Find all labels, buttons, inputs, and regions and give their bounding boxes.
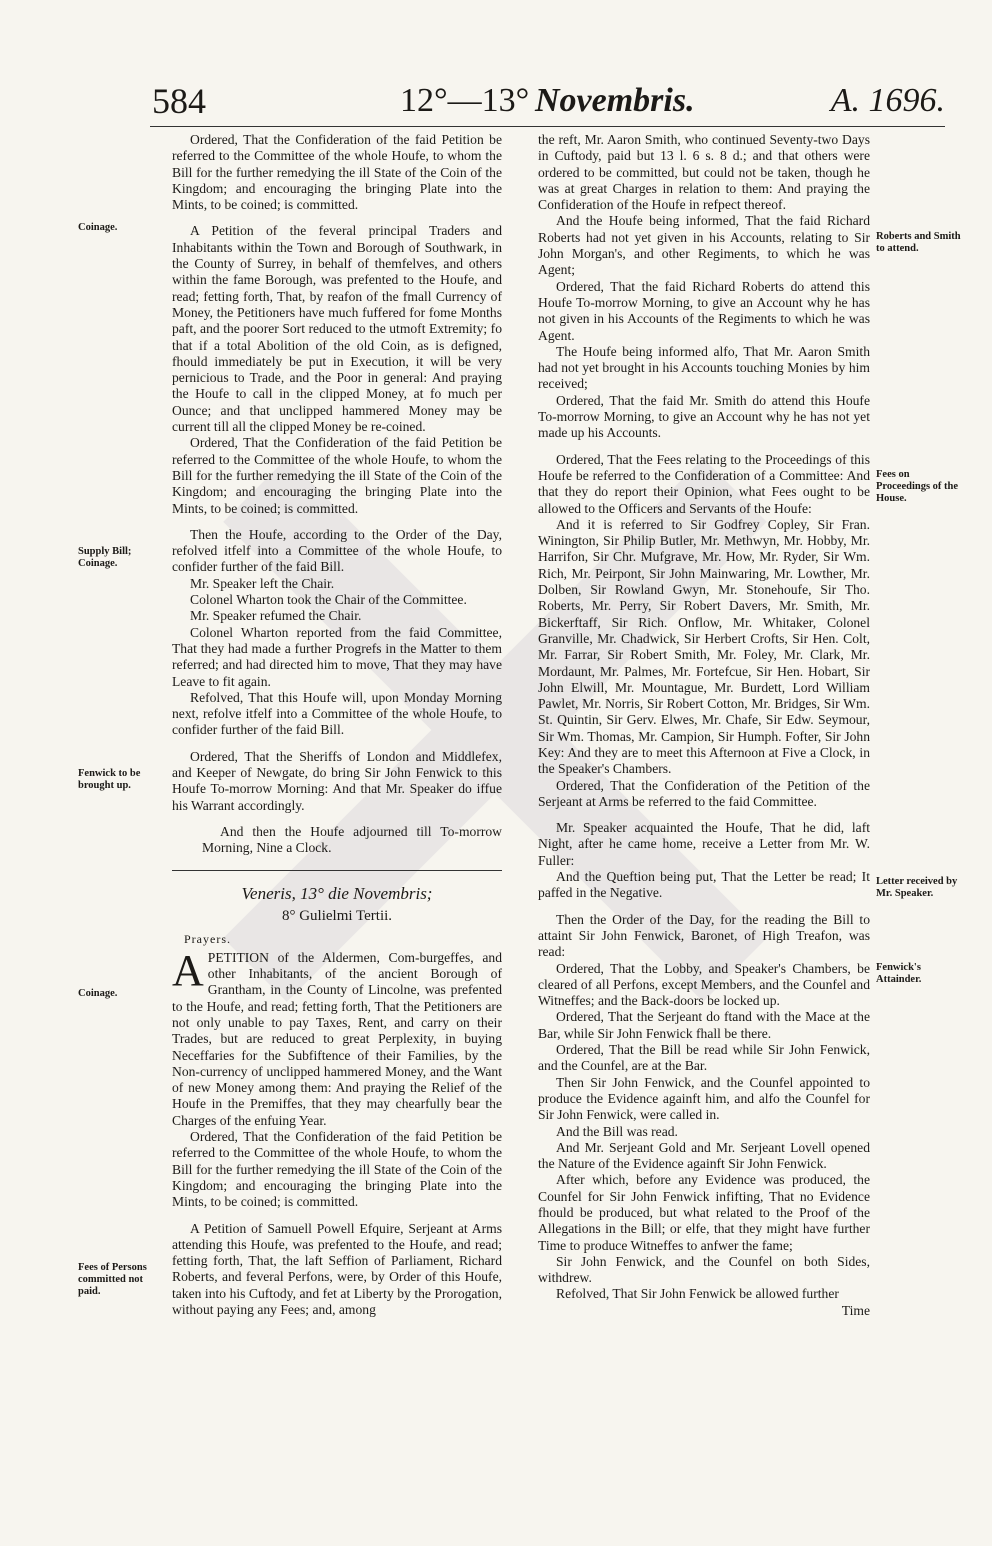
catchword: Time (841, 1302, 870, 1318)
margin-note-coinage-2: Coinage. (78, 988, 118, 999)
paragraph: Ordered, That the Confideration of the Petition of the Serjeant at Arms be referred to the faid Committee. (538, 777, 870, 809)
paragraph: Colonel Wharton took the Chair of the Committee. (190, 592, 467, 608)
paragraph: And Mr. Serjeant Gold and Mr. Serjeant Lovell opened the Nature of the Evidence againft Sir John Fenwick. (538, 1139, 870, 1172)
drop-cap: A (172, 945, 204, 995)
paragraph: Then the Houfe, according to the Order of the Day, refolved itfelf into a Committee of the whole Houfe, to confider further of the faid Bill. (172, 526, 502, 575)
margin-note-fees-not-paid: Fees of Persons committed not paid. (78, 1262, 147, 1297)
paragraph: After which, before any Evidence was produced, the Counfel for Sir John Fenwick infifting, That no Evidence fhould be produced, but what related to the Proof of the Allegations in the Bill; or elfe, that they might have further Time to produce Witneffes to anfwer the fame; (538, 1172, 870, 1253)
margin-note-letter-speaker: Letter received by Mr. Speaker. (876, 876, 958, 899)
margin-note-fenwick-brought-up: Fenwick to be brought up. (78, 768, 141, 791)
paragraph: Ordered, That the Serjeant do ftand with the Mace at the Bar, while Sir John Fenwick fhall be there. (538, 1009, 870, 1041)
paragraph: Refolved, That this Houfe will, upon Monday Morning next, refolve itfelf into a Committee of the whole Houfe, to confider further of the faid Bill. (172, 689, 502, 738)
regnal-year: 8° Gulielmi Tertii. (281, 908, 393, 925)
margin-note-fees-proceedings: Fees on Proceedings of the House. (876, 469, 959, 504)
paragraph: And the Queftion being put, That the Letter be read; It paffed in the Negative. (538, 869, 870, 901)
paragraph: Ordered, That the Fees relating to the Proceedings of this Houfe be referred to the Confideration of a Committee: And that they do report their Opinion, what Fees ought to be allowed to the Officers and Servants of the Houfe: (538, 451, 870, 516)
page-number: 584 (152, 81, 206, 121)
paragraph: Refolved, That Sir John Fenwick be allowed further (556, 1286, 839, 1302)
paragraph: Mr. Speaker acquainted the Houfe, That he did, laft Night, after he came home, receive a Letter from Mr. W. Fuller: (538, 820, 870, 868)
header-rule (150, 126, 945, 127)
paragraph: Then the Order of the Day, for the reading the Bill to attaint Sir John Fenwick, Baronet, of High Treafon, was read: (538, 911, 870, 960)
paragraph: And the Houfe being informed, That the faid Richard Roberts had not yet given in his Accounts, relating to Sir John Morgan's, and other Regiments, to which he was Agent; (538, 213, 870, 278)
header-year: A. 1696. (830, 82, 945, 119)
paragraph: A Petition of Samuell Powell Efquire, Serjeant at Arms attending this Houfe, was prefented to the Houfe, and read; fetting forth, That, the laft Seffion of Parliament, Richard Roberts, and feveral Perfons, were, by Order of this Houfe, taken into his Cuftody, and fet at Liberty by the Prorogation, without paying any Fees; and, among (172, 1220, 502, 1317)
adjournment: And then the Houfe adjourned till To-morrow Morning, Nine a Clock. (202, 823, 502, 856)
paragraph: Then Sir John Fenwick, and the Counfel appointed to produce the Evidence againft him, and alfo the Counfel for Sir John Fenwick, were called in. (538, 1074, 870, 1123)
header-month: Novembris. (535, 82, 695, 119)
paragraph: Ordered, That the Lobby, and Speaker's Chambers, be cleared of all Perfons, except Members, and the Counfel and Witneffes; and the Back-doors be locked up. (538, 960, 870, 1009)
margin-note-fenwick-attainder: Fenwick's Attainder. (876, 962, 922, 985)
prayers-heading: Prayers. (184, 932, 231, 947)
paragraph: Ordered, That the Confideration of the faid Petition be referred to the Committee of the whole Houfe, to whom the Bill for the further remedying the ill State of the Coin of the Kingdom; and encouraging the bringing Plate into the Mints, to be coined; is committed. (172, 132, 502, 213)
section-rule (172, 870, 502, 871)
day-heading: Veneris, 13° die Novembris; (241, 884, 433, 904)
paragraph: Ordered, That the faid Richard Roberts do attend this Houfe To-morrow Morning, to give an Account why he has not given in his Accounts of the Regiments to which he was Agent. (538, 278, 870, 343)
paragraph: the reft, Mr. Aaron Smith, who continued Seventy-two Days in Cuftody, paid but 13 l. 6 s. 8 d.; and that others were ordered to be committed, but could not be taken, though he was at great Charges in relation to them: And praying the Confideration of the Houfe in refpect thereof. (538, 132, 870, 213)
header-date: 12°—13° (400, 82, 530, 119)
page-header (150, 78, 945, 124)
margin-note-supply-bill: Supply Bill; Coinage. (78, 546, 132, 569)
paragraph: Ordered, That the Confideration of the faid Petition be referred to the Committee of the whole Houfe, to whom the Bill for the further remedying the ill State of the Coin of the Kingdom; and encouraging the bringing Plate into the Mints, to be coined; is committed. (172, 1129, 502, 1210)
paragraph: Mr. Speaker left the Chair. (190, 575, 335, 591)
paragraph: Ordered, That the Confideration of the faid Petition be referred to the Committee of the whole Houfe, to whom the Bill for the further remedying the ill State of the Coin of the Kingdom; and encouraging the bringing Plate into the Mints, to be coined; is committed. (172, 435, 502, 516)
left-column (172, 132, 502, 1318)
paragraph: Colonel Wharton reported from the faid Committee, That they had made a further Progrefs in the Matter to them referred; and had directed him to move, That they may have Leave to fit again. (172, 624, 502, 689)
paragraph: And the Bill was read. (556, 1123, 678, 1139)
paragraph: The Houfe being informed alfo, That Mr. Aaron Smith had not yet brought in his Accounts touching Monies by him received; (538, 343, 870, 392)
paragraph: Ordered, That the Bill be read while Sir John Fenwick, and the Counfel, are at the Bar. (538, 1042, 870, 1074)
margin-note-roberts-smith: Roberts and Smith to attend. (876, 231, 961, 254)
paragraph: PETITION of the Aldermen, Com-burgeffes, and other Inhabitants, of the ancient Borough of Grantham, in the County of Lincolne, was prefented to the Houfe, and read; fetting forth, That the Petitioners are not only unable to pay Taxes, Rent, and carry on their Trades, but are reduced to great Perplexity, in buying Neceffaries for the Subfiftence of their Families, by the Non-currency of unclipped hammered Money, and the Want of new Money among them: And praying the Relief of the Houfe in the Premiffes, that they may chearfully bear the Charges of the enfuing Year. (172, 949, 502, 1128)
right-column (538, 132, 870, 1319)
paragraph: A Petition of the feveral principal Traders and Inhabitants within the Town and Borough of Southwark, in the County of Surrey, in behalf of themfelves, and others within the fame Borough, was prefented to the Houfe, and read; fetting forth, That, by reafon of the fmall Currency of Money, the Petitioners have much fuffered for fome Months paft, and the poorer Sort reduced to the utmoft Extremity; fo that if a total Abolition of the old Coin, as is defigned, fhould immediately be put in Execution, it will be very pernicious to Trade, and the Poor in general: And praying the Houfe to call in the clipped Money, at fo much per Ounce; and that unclipped hammered Money may be current till all the clipped Money be re-coined. (172, 223, 502, 435)
paragraph: Sir John Fenwick, and the Counfel on both Sides, withdrew. (538, 1253, 870, 1286)
paragraph: Ordered, That the Sheriffs of London and Middlefex, and Keeper of Newgate, do bring Sir John Fenwick to this Houfe To-morrow Morning: And that Mr. Speaker do iffue his Warrant accordingly. (172, 748, 502, 813)
paragraph: Ordered, That the faid Mr. Smith do attend this Houfe To-morrow Morning, to give an Account why he has not yet made up his Accounts. (538, 392, 870, 441)
margin-note-coinage: Coinage. (78, 222, 118, 233)
paragraph: And it is referred to Sir Godfrey Copley, Sir Fran. Winington, Sir Philip Butler, Mr. Methwyn, Mr. Hobby, Mr. Harrifon, Sir Chr. Mufgrave, Mr. How, Mr. Ryder, Sir Wm. Rich, Mr. Peirpont, Sir John Mainwaring, Mr. Lowther, Mr. Dolben, Sir Rowland Gwyn, Mr. Stonehoufe, Sir Tho. Roberts, Mr. Perry, Sir Robert Davers, Mr. Smith, Mr. Bickerftaff, Sir Rich. Onflow, Mr. Whitaker, Colonel Granville, Mr. Chadwick, Sir Herbert Crofts, Sir Hen. Colt, Mr. Farrar, Sir Robert Smith, Mr. Foley, Mr. Clark, Mr. Mordaunt, Mr. Palmes, Mr. Fortefcue, Sir Hen. Hobart, Sir John Elwill, Mr. Mountague, Mr. Burdett, Lord William Pawlet, Mr. Norris, Sir Robert Cotton, Mr. Bridges, Sir Wm. St. Quintin, Sir Gerv. Elwes, Mr. Chafe, Sir Edw. Seymour, Sir Wm. Thomas, Mr. Campion, Sir Humph. Fofter, Sir John Key: And they are to meet this Afternoon at Five a Clock, in the Speaker's Chambers. (538, 516, 870, 777)
paragraph: Mr. Speaker refumed the Chair. (190, 608, 362, 624)
